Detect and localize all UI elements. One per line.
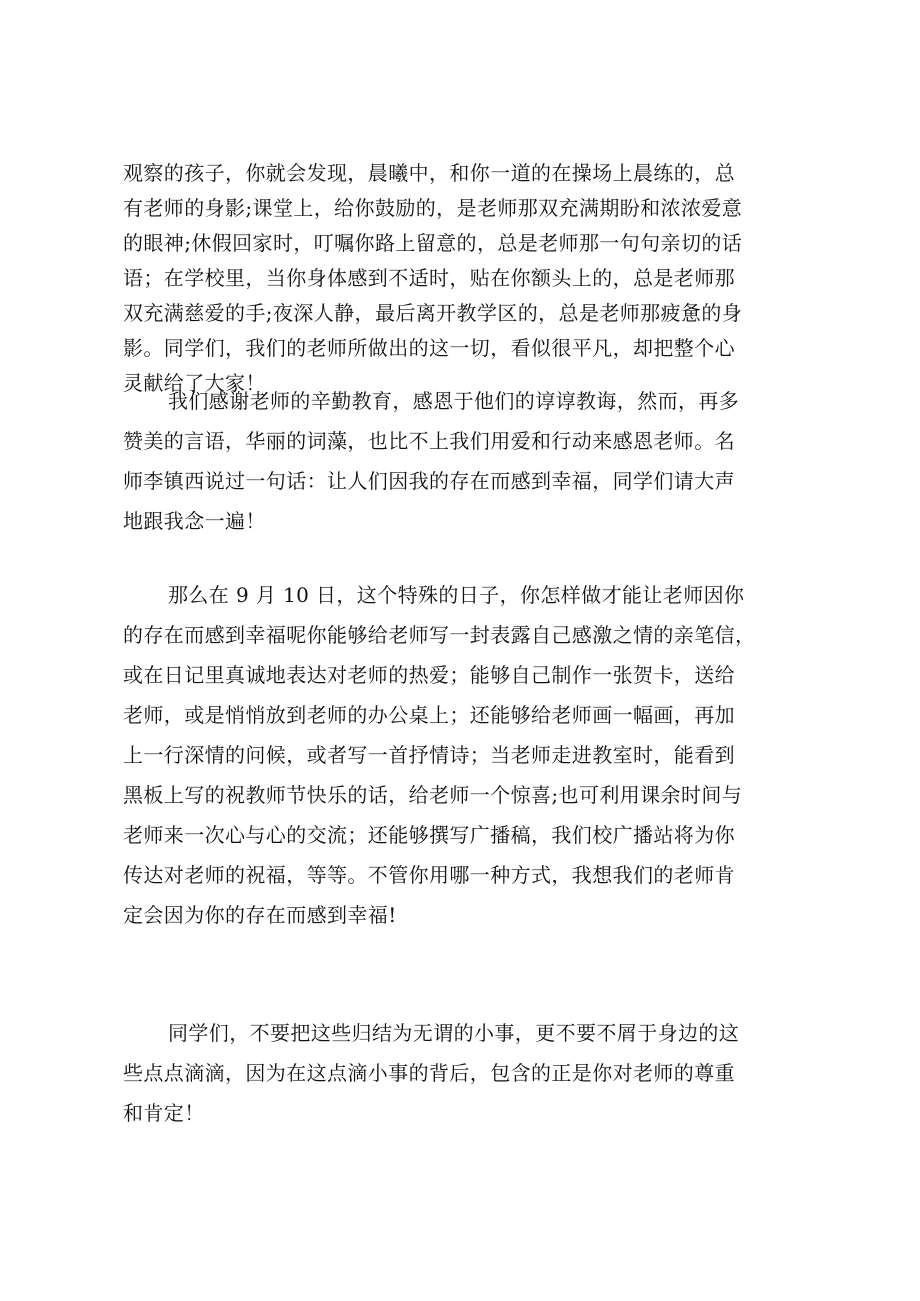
paragraph-line: 和肯定！	[123, 1101, 205, 1125]
paragraph-line: 同学们，不要把这些归结为无谓的小事，更不要不屑于身边的这	[168, 1021, 740, 1045]
paragraph-line: 有老师的身影;课堂上，给你鼓励的，是老师那双充满期盼和浓浓爱意	[123, 196, 743, 220]
paragraph-line: 上一行深情的问候，或者写一首抒情诗；当老师走进教室时，能看到	[123, 743, 735, 767]
paragraph-line: 的眼神;休假回家时，叮嘱你路上留意的，总是老师那一句句亲切的话	[123, 231, 743, 255]
paragraph-line: 师李镇西说过一句话：让人们因我的存在而感到幸福，同学们请大声	[123, 469, 735, 493]
paragraph-line: 黑板上写的祝教师节快乐的话，给老师一个惊喜;也可利用课余时间与	[123, 783, 743, 807]
paragraph-2	[123, 381, 823, 541]
paragraph-3	[123, 575, 823, 935]
paragraph-4	[123, 1013, 823, 1133]
paragraph-line: 语；在学校里，当你身体感到不适时，贴在你额头上的，总是老师那	[123, 266, 735, 290]
paragraph-line: 或在日记里真诚地表达对老师的热爱；能够自己制作一张贺卡，送给	[123, 663, 735, 687]
paragraph-line: 的存在而感到幸福呢你能够给老师写一封表露自己感激之情的亲笔信，	[123, 623, 756, 647]
paragraph-line: 老师来一次心与心的交流；还能够撰写广播稿，我们校广播站将为你	[123, 823, 735, 847]
paragraph-line: 老师，或是悄悄放到老师的办公桌上；还能够给老师画一幅画，再加	[123, 703, 735, 727]
paragraph-line: 那么在 9 月 10 日，这个特殊的日子，你怎样做才能让老师因你	[168, 583, 745, 607]
paragraph-line: 地跟我念一遍！	[123, 509, 266, 533]
paragraph-line: 传达对老师的祝福，等等。不管你用哪一种方式，我想我们的老师肯	[123, 863, 735, 887]
paragraph-line: 我们感谢老师的辛勤教育，感恩于他们的谆谆教诲，然而，再多	[168, 389, 740, 413]
paragraph-line: 定会因为你的存在而感到幸福!	[123, 903, 397, 927]
paragraph-line: 影。同学们，我们的老师所做出的这一切，看似很平凡，却把整个心	[123, 336, 735, 360]
paragraph-line: 双充满慈爱的手;夜深人静，最后离开教学区的，总是老师那疲惫的身	[123, 301, 743, 325]
paragraph-line: 些点点滴滴，因为在这点滴小事的背后，包含的正是你对老师的尊重	[123, 1061, 735, 1085]
paragraph-line: 观察的孩子，你就会发现，晨曦中，和你一道的在操场上晨练的，总	[123, 161, 735, 185]
paragraph-1	[123, 156, 823, 401]
paragraph-line: 灵献给了大家！	[123, 371, 266, 395]
paragraph-line: 赞美的言语，华丽的词藻，也比不上我们用爱和行动来感恩老师。名	[123, 429, 735, 453]
